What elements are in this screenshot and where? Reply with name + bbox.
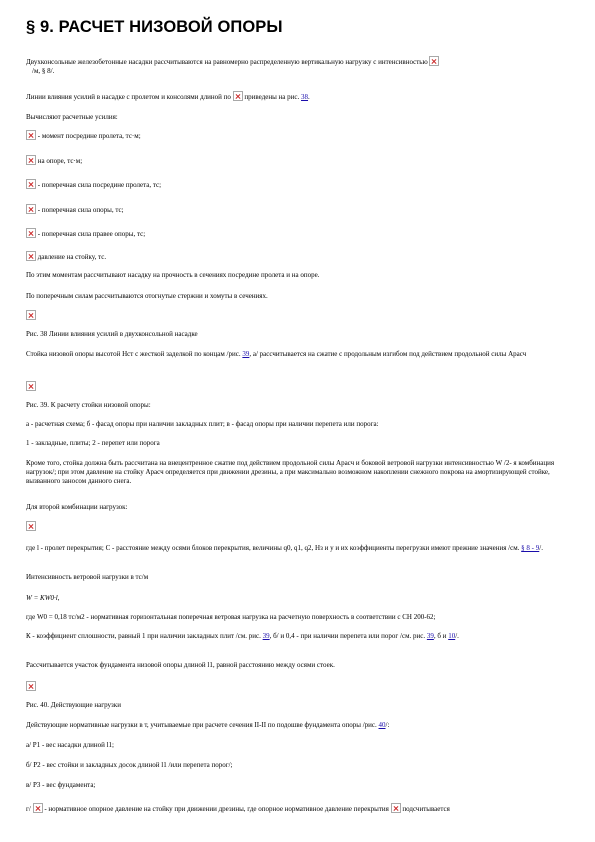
list-item-text: - поперечная сила посредине пролета, тс; — [37, 181, 162, 189]
paragraph-second-combination: Для второй комбинации нагрузок: — [26, 503, 128, 511]
list-item: а/ P1 - вес насадки длиной l1; — [26, 741, 114, 749]
paragraph-text: /. — [455, 632, 459, 640]
paragraph-text: /м, § 8/. — [32, 67, 55, 76]
broken-image-icon — [26, 681, 36, 691]
list-item-text: - поперечная сила опоры, тс; — [37, 206, 124, 214]
paragraph-eccentric: Кроме того, стойка должна быть рассчитана на внецентренное сжатие под действием продольной силы Арасч и боковой ветровой нагрузки интенсивностью W /2- я комбинация нагрузок/; при этом давление на стойку Арасч определяется при движении дрезины, а при максимально возможном накоплении снежного покрова на амортизирующей стойке, вызванного заносом данного снега. — [26, 459, 555, 486]
caption-legend: 1 - закладные, плиты; 2 - перепет или порога — [26, 439, 160, 447]
paragraph-text: Стойка низовой опоры высотой Нст с жесткой заделкой по концам /рис. — [26, 350, 241, 358]
figure-link[interactable]: 39 — [262, 632, 270, 640]
figure-caption: Рис. 38 Линии влияния усилий в двухконсольной насадке — [26, 330, 198, 338]
paragraph-foundation: Рассчитывается участок фундамента низовой опоры длиной l1, равной расстоянию между осями стоек. — [26, 661, 335, 669]
broken-image-icon — [26, 381, 36, 391]
paragraph-w0: где W0 = 0,18 тс/м2 - нормативная горизонтальная поперечная ветровая нагрузка на расчетную поверхность в соответствии с СН 200-62; — [26, 613, 436, 621]
figure-caption: Рис. 40. Действующие нагрузки — [26, 701, 121, 709]
broken-image-icon — [33, 803, 43, 813]
paragraph-text: Линии влияния усилий в насадке с пролетом — [26, 93, 160, 101]
figure-link[interactable]: 38 — [301, 93, 309, 101]
broken-image-icon — [26, 130, 36, 140]
broken-image-icon — [26, 310, 36, 320]
paragraph-text: , б и — [433, 632, 447, 640]
list-item — [26, 179, 574, 190]
formula: W = KW0·l, — [26, 594, 60, 602]
list-item-text: - поперечная сила правее опоры, тс; — [37, 230, 146, 238]
list-item-text: давление на стойку, тс. — [37, 253, 107, 261]
figure-link[interactable]: 10 — [448, 632, 456, 640]
list-item: б/ P2 - вес стойки и закладных досок длиной l1 /или перепета порог/; — [26, 761, 233, 769]
list-item — [26, 803, 574, 814]
list-item-text: - момент посредине пролета, тс·м; — [37, 132, 141, 140]
paragraph-text: где l - пролет перекрытия; С - расстояние между осями блоков перекрытия, величины q0, q1, q2, Нз и у и их коэффициенты перегрузки имеют прежние значения /см. — [26, 544, 520, 552]
broken-image-icon — [26, 155, 36, 165]
list-item — [26, 251, 574, 262]
broken-image-icon — [26, 228, 36, 238]
list-item-text: на опоре, тс·м; — [37, 157, 83, 165]
list-item — [26, 130, 574, 141]
broken-image-icon — [26, 204, 36, 214]
paragraph-shear: По поперечным силам рассчитываются отогнутые стержни и хомуты в сечениях. — [26, 292, 268, 300]
paragraph-text: /. — [539, 544, 543, 552]
figure-link[interactable]: 40 — [378, 721, 386, 729]
paragraph-text: К - коэффициент сплошности, равный 1 при наличии закладных плит /см. рис. — [26, 632, 261, 640]
broken-image-icon — [26, 179, 36, 189]
paragraph-text: и консолями длиной по — [161, 93, 231, 101]
list-item-text: - нормативное опорное давление на стойку при движении дрезины, где опорное нормативное давление перекрытия — [44, 805, 389, 813]
paragraph-text: , б/ и 0,4 - при наличии перепета или порог /см. рис. — [269, 632, 426, 640]
list-item — [26, 204, 574, 215]
paragraph-load-intro — [26, 56, 574, 76]
paragraph-text: Действующие нормативные нагрузки в т, учитываемые при расчете сечения II-II по подошве фундамента опоры /рис. — [26, 721, 377, 729]
page-title: § 9. РАСЧЕТ НИЗОВОЙ ОПОРЫ — [26, 18, 283, 36]
paragraph-where — [26, 544, 574, 553]
list-item — [26, 228, 574, 239]
broken-image-icon — [391, 803, 401, 813]
broken-image-icon — [429, 56, 439, 66]
list-item-text: подсчитывается — [402, 805, 450, 813]
list-item-text: г/ — [26, 805, 31, 813]
paragraph-strength: По этим моментам рассчитывают насадку на прочность в сечениях посредине пролета и на опоре. — [26, 271, 320, 279]
paragraph-forces-intro: Вычисляют расчетные усилия: — [26, 113, 118, 121]
paragraph-text: /: — [385, 721, 390, 729]
broken-image-icon — [26, 251, 36, 261]
list-item: в/ P3 - вес фундамента; — [26, 781, 96, 789]
broken-image-icon — [26, 521, 36, 531]
figure-link[interactable]: 39 — [426, 632, 434, 640]
paragraph-text: Двухконсольные железобетонные насадки рассчитываются на равномерно распределенную вертикальную нагрузку с интенсивностью — [26, 58, 428, 66]
figure-caption: Рис. 39. К расчету стойки низовой опоры: — [26, 401, 151, 409]
section-link[interactable]: § 8 - 9 — [521, 544, 540, 552]
paragraph-column — [26, 350, 574, 359]
list-item — [26, 155, 574, 166]
figure-link[interactable]: 39 — [242, 350, 250, 358]
paragraph-k-coefficient — [26, 632, 574, 641]
paragraph-loads — [26, 721, 574, 730]
caption-detail: а - расчетная схема; б - фасад опоры при наличии закладных плит; в - фасад опоры при наличии перепета или порога: — [26, 420, 379, 428]
paragraph-influence-lines: Линии влияния усилий в насадке с пролетом и консолями длиной по приведены на рис. 38. — [26, 93, 310, 101]
broken-image-icon — [233, 91, 243, 101]
paragraph-text: , а/ рассчитывается на сжатие с продольным изгибом под действием продольной силы Арасч — [249, 350, 527, 358]
paragraph-text: приведены на рис. — [244, 93, 300, 101]
paragraph-wind-intensity: Интенсивность ветровой нагрузки в тс/м — [26, 573, 149, 581]
